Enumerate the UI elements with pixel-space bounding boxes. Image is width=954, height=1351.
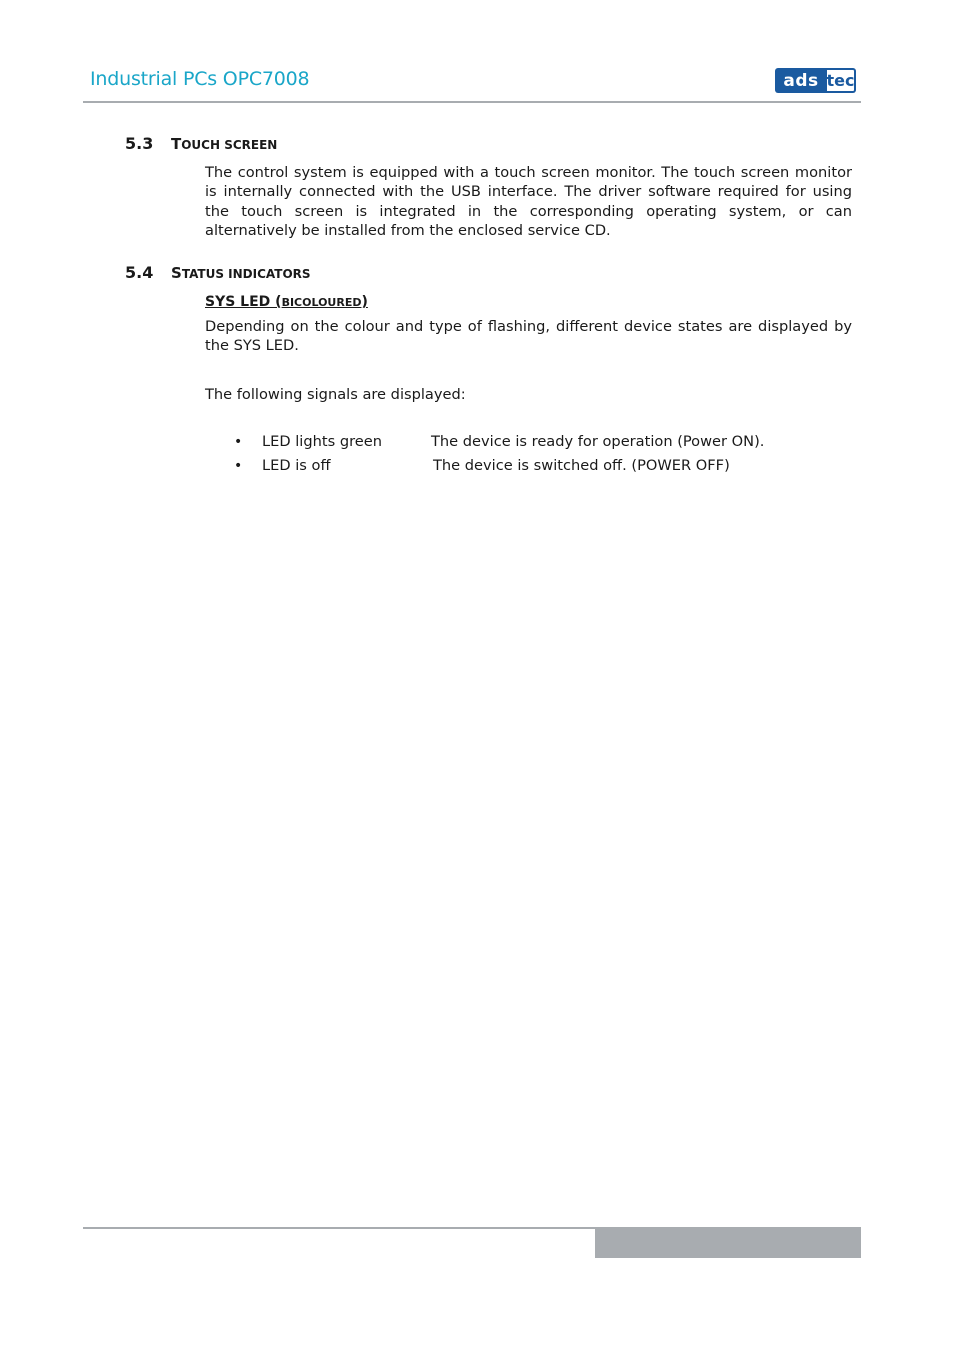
- sys-led-subheading: [205, 294, 368, 310]
- section-title-initial: S: [171, 264, 182, 282]
- footer-bar: [595, 1229, 861, 1258]
- logo-tec-part: tec: [827, 68, 856, 93]
- signal-label: LED is off: [262, 457, 331, 474]
- touch-screen-paragraph: The control system is equipped with a touch screen monitor. The touch screen monitor is internally connected with the USB interface. The driver software required for using the touch screen is integrated in the corresponding operating system, or can alternatively be installed from the enclosed service CD.: [205, 164, 852, 240]
- subheading-small: BICOLOURED: [281, 296, 362, 309]
- sys-led-paragraph: Depending on the colour and type of flashing, different device states are displayed by the SYS LED.: [205, 318, 852, 355]
- bullet-icon: •: [234, 434, 243, 450]
- section-title-rest: TATUS INDICATORS: [181, 267, 311, 281]
- logo-ads-part: ads: [775, 68, 827, 93]
- list-item: [234, 433, 764, 450]
- section-number: 5.4: [125, 263, 154, 282]
- section-heading-status-indicators: [125, 263, 311, 282]
- section-title-initial: T: [171, 135, 182, 153]
- signals-intro: The following signals are displayed:: [205, 386, 466, 403]
- subheading-main: SYS LED (: [205, 294, 282, 310]
- section-heading-touch-screen: [125, 134, 277, 153]
- adstec-logo: [775, 68, 858, 93]
- header-divider: [83, 101, 861, 103]
- document-title: Industrial PCs OPC7008: [90, 68, 310, 90]
- list-item: [234, 457, 730, 474]
- signal-label: LED lights green: [262, 433, 382, 450]
- section-title-rest: OUCH SCREEN: [181, 138, 278, 152]
- bullet-icon: •: [234, 458, 243, 474]
- signal-description: The device is switched off. (POWER OFF): [433, 457, 730, 474]
- signal-description: The device is ready for operation (Power ON).: [431, 433, 765, 450]
- subheading-close: ): [361, 294, 368, 310]
- section-number: 5.3: [125, 134, 154, 153]
